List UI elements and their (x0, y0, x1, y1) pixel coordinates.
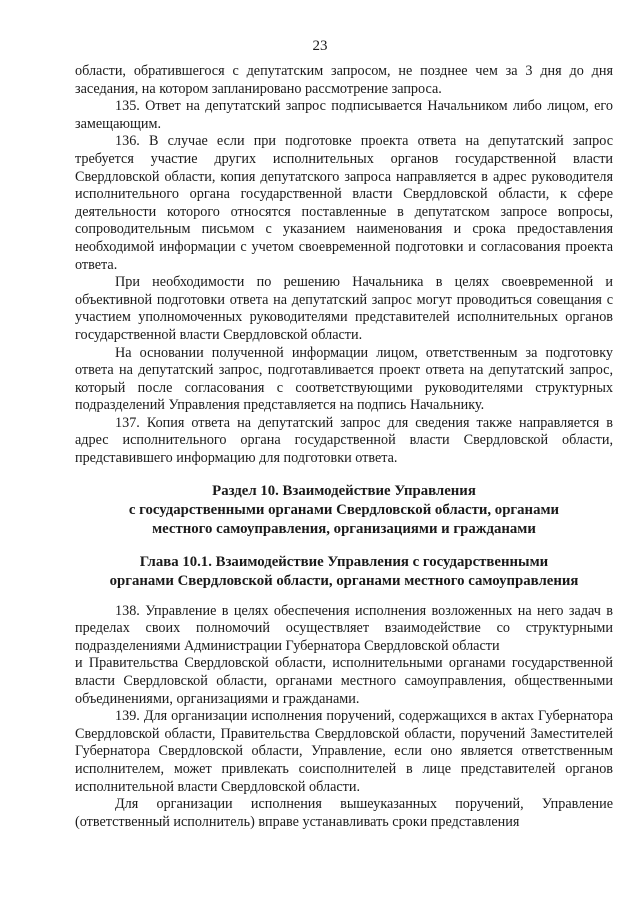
spacer (75, 591, 613, 603)
paragraph: 136. В случае если при подготовке проекта ответа на депутатский запрос требуется участие других исполнительных органов государственной власти Свердловской области, копия депутатского запроса направляется в адрес руководителя исполнительного органа государственной власти Свердловской области, к сфере деятельности которого относятся поставленные в депутатском запросе вопросы, сопроводительным письмом с указанием наименования и срока предоставления необходимой информации с учетом своевременной подготовки и согласования проекта ответа. (75, 133, 613, 273)
heading-line: с государственными органами Свердловской области, органами (128, 501, 560, 518)
paragraph: и Правительства Свердловской области, исполнительными органами государственной власти Свердловской области, органами местного самоуправления, общественными объединениями, организациями и гражданами. (75, 655, 613, 707)
paragraph: 135. Ответ на депутатский запрос подписывается Начальником либо лицом, его замещающим. (75, 98, 613, 132)
heading-line: Раздел 10. Взаимодействие Управления (212, 482, 476, 499)
paragraph: При необходимости по решению Начальника в целях своевременной и объективной подготовки ответа на депутатский запрос могут проводиться совещания с участием уполномоченных руководителями представителей исполнительных органов государственной власти Свердловской области. (75, 274, 613, 343)
paragraph: Для организации исполнения вышеуказанных поручений, Управление (ответственный исполнитель) вправе устанавливать сроки представления (75, 796, 613, 830)
page-number: 23 (312, 38, 328, 54)
chapter-heading (75, 553, 613, 591)
paragraph: 139. Для организации исполнения поручений, содержащихся в актах Губернатора Свердловской области, Правительства Свердловской области, поручений Заместителей Губернатора Свердловской области, Управление, если оно является ответственным исполнителем, может привлекать соисполнителей в лице представителей органов исполнительной власти Свердловской области. (75, 708, 613, 795)
section-heading (75, 482, 613, 539)
heading-line: органами Свердловской области, органами местного самоуправления (109, 572, 579, 589)
paragraph: На основании полученной информации лицом, ответственным за подготовку ответа на депутатский запрос, подготавливается проект ответа на депутатский запрос, который после согласования с соответствующими руководителями структурных подразделений Управления представляется на подпись Начальнику. (75, 344, 613, 414)
paragraph: 137. Копия ответа на депутатский запрос для сведения также направляется в адрес исполнительного органа государственной власти Свердловской области, представившего информацию для подготовки ответа. (75, 414, 613, 467)
heading-line: местного самоуправления, организациями и гражданами (152, 520, 536, 537)
document-body (75, 63, 613, 831)
paragraph: 138. Управление в целях обеспечения исполнения возложенных на него задач в пределах своих полномочий осуществляет взаимодействие со структурными подразделениями Администрации Губернатора Свердловской области (75, 602, 613, 654)
paragraph: области, обратившегося с депутатским запросом, не позднее чем за 3 дня до дня заседания, на котором запланировано рассмотрение запроса. (75, 63, 613, 97)
heading-line: Глава 10.1. Взаимодействие Управления с государственными (139, 553, 549, 570)
